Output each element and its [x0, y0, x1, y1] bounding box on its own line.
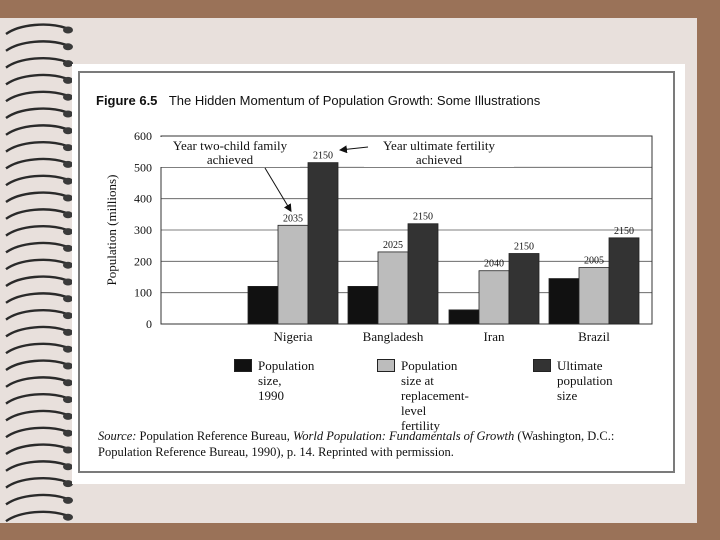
spiral-ring: [6, 243, 66, 252]
spiral-ring: [6, 159, 66, 168]
spiral-ring: [6, 310, 66, 319]
x-tick-label: Brazil: [578, 329, 610, 344]
y-tick-label: 600: [134, 129, 152, 143]
y-axis-label: Population (millions): [104, 174, 119, 286]
spiral-ring: [6, 277, 66, 286]
spiral-ring: [6, 411, 66, 420]
spiral-ring: [6, 344, 66, 353]
annotation-two-child: Year two-child family achieved: [172, 138, 288, 167]
spiral-ring: [6, 327, 66, 336]
spiral-ring: [6, 25, 66, 34]
bar: [378, 252, 408, 324]
spiral-ring: [6, 92, 66, 101]
x-tick-label: Bangladesh: [362, 329, 424, 344]
figure-panel: [72, 64, 685, 484]
bar: [609, 238, 639, 324]
annotation-arrow: [265, 168, 291, 211]
y-tick-label: 400: [134, 191, 152, 206]
source-text-2: (Washington, D.C.: Population Reference Bureau, 1990), p. 14. Reprinted with permission.: [98, 429, 615, 459]
spiral-ring: [6, 293, 66, 302]
spiral-ring: [6, 41, 66, 50]
spiral-ring: [6, 495, 66, 504]
data-label: 2025: [383, 239, 403, 251]
bar: [248, 286, 278, 324]
spiral-hole: [63, 27, 73, 34]
spiral-ring: [6, 478, 66, 487]
figure-caption: The Hidden Momentum of Population Growth: Some Illustrations: [168, 93, 541, 108]
spiral-ring: [6, 209, 66, 218]
spiral-ring: [6, 75, 66, 84]
bar: [278, 225, 308, 324]
y-tick-label: 300: [134, 223, 152, 237]
annotation-ultimate: Year ultimate fertility achieved: [382, 138, 496, 167]
spiral-ring: [6, 377, 66, 386]
data-label: 2150: [614, 225, 634, 237]
bar: [549, 279, 579, 324]
data-label: 2150: [514, 241, 534, 253]
bar: [579, 268, 609, 324]
source-book: World Population: Fundamentals of Growth: [292, 429, 515, 443]
data-label: 2150: [413, 211, 433, 223]
spiral-hole: [63, 497, 73, 504]
spiral-ring: [6, 193, 66, 202]
bar: [479, 271, 509, 324]
source-note: [98, 428, 663, 460]
y-tick-label: 200: [134, 254, 152, 269]
spiral-ring: [6, 428, 66, 437]
bar: [449, 310, 479, 324]
bar: [408, 224, 438, 324]
spiral-ring: [6, 226, 66, 235]
source-label: Source:: [98, 429, 137, 443]
spiral-ring: [6, 260, 66, 269]
legend-label-ultimate: Ultimate population size: [557, 358, 613, 403]
bar: [348, 286, 378, 324]
legend-swatch-1990: [234, 359, 252, 372]
spiral-ring: [6, 176, 66, 185]
legend-swatch-ultimate: [533, 359, 551, 372]
spiral-ring: [6, 394, 66, 403]
y-tick-label: 0: [146, 317, 152, 331]
data-label: 2150: [313, 150, 333, 162]
bar: [509, 254, 539, 325]
legend-swatch-replacement: [377, 359, 395, 372]
data-label: 2040: [484, 258, 504, 270]
data-label: 2005: [584, 255, 604, 267]
annotation-arrow: [340, 147, 368, 150]
y-tick-label: 100: [134, 285, 152, 300]
spiral-hole: [63, 514, 73, 521]
y-tick-label: 500: [134, 160, 152, 175]
legend-label-replacement: Population size at replacement-level fertility: [401, 358, 469, 433]
figure-number: Figure 6.5: [96, 93, 158, 108]
spiral-ring: [6, 109, 66, 118]
x-tick-label: Iran: [483, 329, 505, 344]
spiral-ring: [6, 142, 66, 151]
legend-label-1990: Population size, 1990: [258, 358, 315, 403]
spiral-ring: [6, 461, 66, 470]
x-tick-label: Nigeria: [273, 329, 313, 344]
spiral-ring: [6, 512, 66, 521]
source-text-1: Population Reference Bureau,: [139, 429, 293, 443]
data-label: 2035: [283, 213, 303, 225]
spiral-ring: [6, 58, 66, 67]
spiral-ring: [6, 125, 66, 134]
spiral-ring: [6, 361, 66, 370]
spiral-hole: [63, 43, 73, 50]
bar: [308, 163, 338, 324]
bar-chart: [72, 64, 685, 484]
spiral-ring: [6, 445, 66, 454]
